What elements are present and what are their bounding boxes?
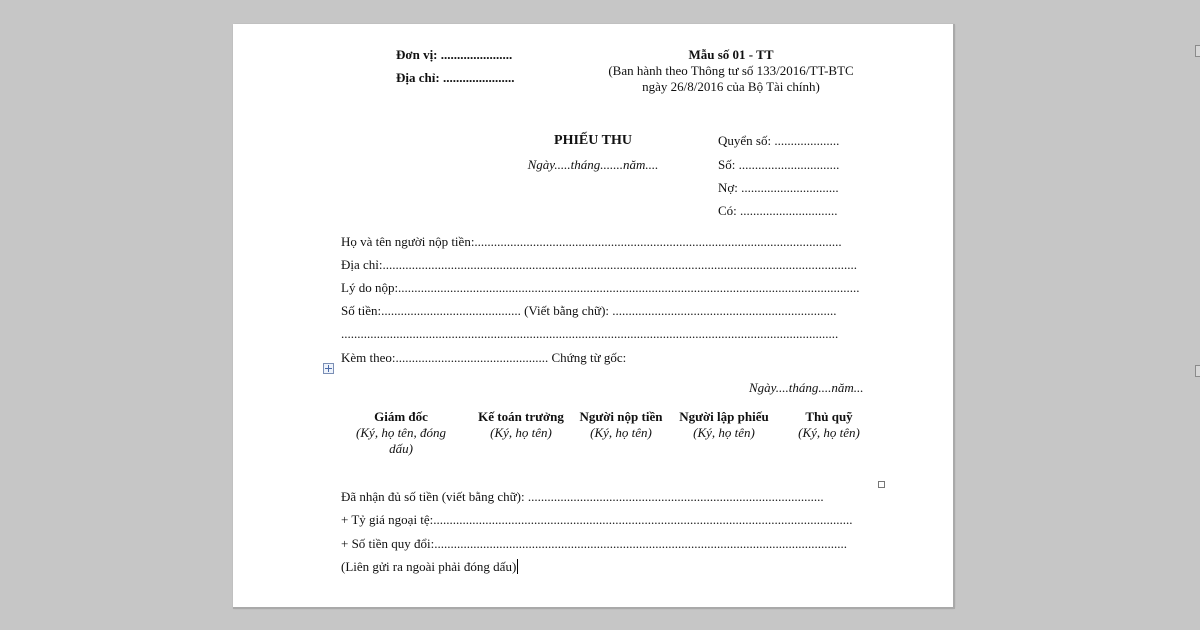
signature-title: Thủ quỹ [805,409,853,424]
scroll-marker[interactable] [1195,45,1200,57]
payer-name-field[interactable]: Họ và tên người nộp tiền:................................................................................................................. [341,234,842,249]
signature-cashier [774,409,884,441]
dia-chi-text: Địa chỉ: ...................... [396,70,515,85]
signature-director [346,409,456,457]
issued-by-line2: ngày 26/8/2016 của Bộ Tài chính) [642,79,820,94]
converted-amount-field[interactable]: + Số tiền quy đổi:............................................................................................................................... [341,536,848,551]
page-shadow-right [953,24,955,607]
signature-note: (Ký, họ tên, đóng dấu) [356,425,446,456]
exchange-rate-field[interactable]: + Tỷ giá ngoại tệ:................................................................................................................................. [341,512,853,527]
signature-title: Người lập phiếu [679,409,769,424]
signature-title: Người nộp tiền [579,409,663,424]
footer-note[interactable] [341,559,518,575]
signature-chief-accountant [466,409,576,441]
address-line [396,70,514,86]
signature-title: Giám đốc [374,409,428,424]
signature-date: Ngày....tháng....năm... [749,380,864,395]
attachments-field[interactable]: Kèm theo:............................................... Chứng từ gốc: [341,350,627,365]
amount-continuation-field[interactable]: ......................................................................................................................................................... [341,326,839,341]
signature-preparer [679,409,769,441]
table-resize-handle-icon[interactable] [878,481,885,488]
signature-title: Kế toán trưởng [478,409,564,424]
footer-note-text: (Liên gửi ra ngoài phải đóng dấu) [341,559,517,574]
text-cursor [517,559,518,574]
so-field: Số: ............................... [718,157,840,172]
address-field[interactable]: Địa chỉ:.................................................................................................................................................. [341,257,858,272]
scroll-marker[interactable] [1195,365,1200,377]
reason-field[interactable]: Lý do nộp:.............................................................................................................................................. [341,280,860,295]
table-move-handle-icon[interactable] [323,363,334,374]
page-title: PHIẾU THU [554,133,632,148]
issued-by-line1: (Ban hành theo Thông tư số 133/2016/TT-BTC [608,63,854,78]
don-vi-text: Đơn vị: ...................... [396,47,513,62]
amount-field[interactable]: Số tiền:........................................... (Viết bằng chữ): ..................................................................... [341,303,837,318]
unit-line [396,47,512,63]
quyen-so-field: Quyển số: .................... [718,133,840,148]
signature-payer [576,409,666,441]
co-field: Có: .............................. [718,203,838,218]
signature-note: (Ký, họ tên) [798,425,860,440]
signature-note: (Ký, họ tên) [490,425,552,440]
signature-note: (Ký, họ tên) [693,425,755,440]
form-code: Mẫu số 01 - TT [688,47,774,62]
title-date: Ngày.....tháng.......năm.... [527,157,659,172]
page-shadow-bottom [233,607,955,609]
received-amount-field[interactable]: Đã nhận đủ số tiền (viết bằng chữ): ........................................................................................... [341,489,824,504]
no-field: Nợ: .............................. [718,180,839,195]
signature-note: (Ký, họ tên) [590,425,652,440]
